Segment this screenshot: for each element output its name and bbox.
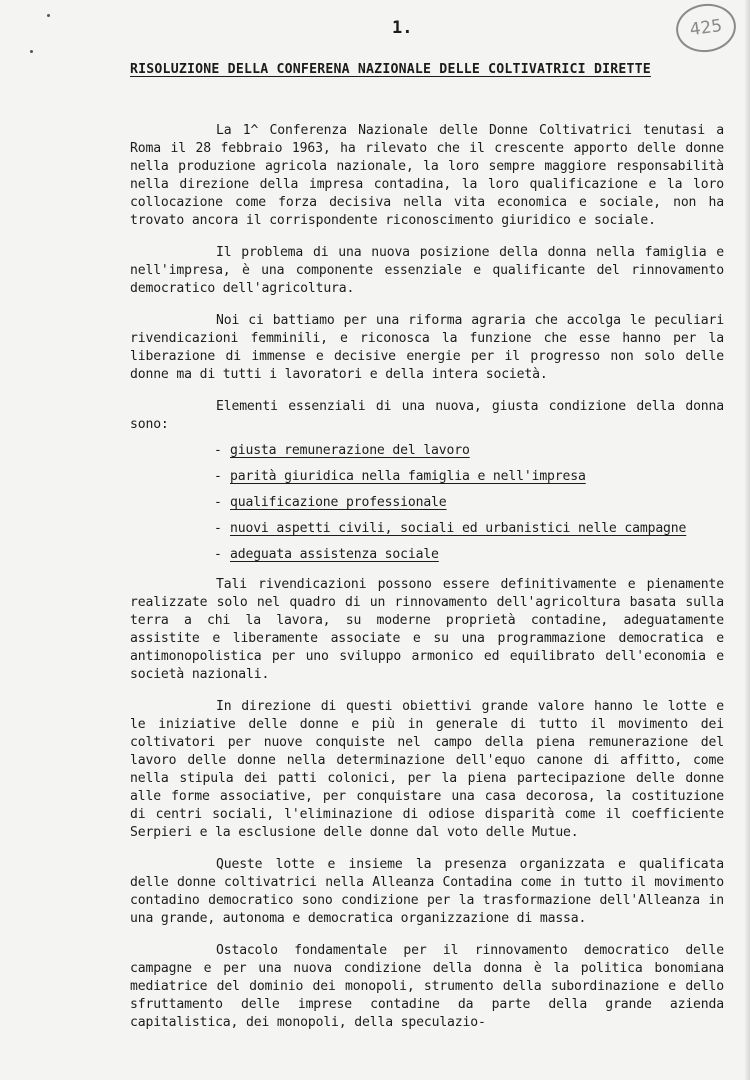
list-intro: Elementi essenziali di una nuova, giusta condizione della donna sono:	[130, 399, 724, 432]
document-title: RISOLUZIONE DELLA CONFERENA NAZIONALE DELLE COLTIVATRICI DIRETTE	[130, 62, 651, 77]
archive-stamp: 425	[673, 0, 739, 56]
paragraph: Ostacolo fondamentale per il rinnovamento democratico delle campagne e per una nuova condizione della donna è la politica bonomiana mediatrice del dominio dei monopoli, strumento della subordinazione e dello sfruttamento delle imprese contadine da parte della grande azienda capitalistica, dei monopoli, della speculazio-	[130, 943, 724, 1030]
page-number: 1.	[392, 18, 413, 38]
list-item: - giusta remunerazione del lavoro	[214, 443, 470, 458]
list-item: - nuovi aspetti civili, sociali ed urbanistici nelle campagne	[214, 521, 687, 536]
essential-elements-list	[214, 442, 724, 564]
scan-mark	[30, 50, 33, 53]
paragraph: In direzione di questi obiettivi grande valore hanno le lotte e le iniziative delle donne e più in generale di tutto il movimento dei coltivatori per nuove conquiste nel campo della piena remunerazione del lavoro delle donne nella determinazione dell'equo canone di affitto, come nella stipula dei patti colonici, per la piena partecipazione delle donne alle forme associative, per conquistare una casa decorosa, la costituzione di centri sociali, l'eliminazione di odiose disparità come il coefficiente Serpieri e la esclusione delle donne dal voto delle Mutue.	[130, 699, 724, 840]
list-item: - adeguata assistenza sociale	[214, 547, 439, 562]
scan-edge-shadow	[744, 0, 750, 1080]
paragraph: Noi ci battiamo per una riforma agraria che accolga le peculiari rivendicazioni femminili, e riconosca la funzione che esse hanno per la liberazione di immense e decisive energie per il progresso non solo delle donne ma di tutti i lavoratori e della intera società.	[130, 313, 724, 382]
paragraph: Il problema di una nuova posizione della donna nella famiglia e nell'impresa, è una componente essenziale e qualificante del rinnovamento democratico dell'agricoltura.	[130, 245, 724, 296]
list-item: - parità giuridica nella famiglia e nell'impresa	[214, 469, 586, 484]
paragraph: La 1^ Conferenza Nazionale delle Donne Coltivatrici tenutasi a Roma il 28 febbraio 1963, ha rilevato che il crescente apporto delle donne nella produzione agricola nazionale, la loro sempre maggiore responsabilità nella direzione della impresa contadina, la loro qualificazione e la loro collocazione come forza decisiva nella vita economica e sociale, non ha trovato ancora il corrispondente riconoscimento giuridico e sociale.	[130, 123, 724, 228]
document-body	[130, 122, 724, 1046]
paragraph: Tali rivendicazioni possono essere definitivamente e pienamente realizzate solo nel quadro di un rinnovamento dell'agricoltura basata sulla terra a chi la lavora, su moderne proprietà contadine, adeguatamente assistite e liberamente associate e su una programmazione democratica e antimonopolistica per uno sviluppo armonico ed equilibrato dell'economia e società nazionali.	[130, 577, 724, 682]
scan-mark	[47, 14, 50, 17]
list-item: - qualificazione professionale	[214, 495, 447, 510]
paragraph: Queste lotte e insieme la presenza organizzata e qualificata delle donne coltivatrici nella Alleanza Contadina come in tutto il movimento contadino democratico sono condizione per la trasformazione dell'Alleanza in una grande, autonoma e democratica organizzazione di massa.	[130, 857, 724, 926]
